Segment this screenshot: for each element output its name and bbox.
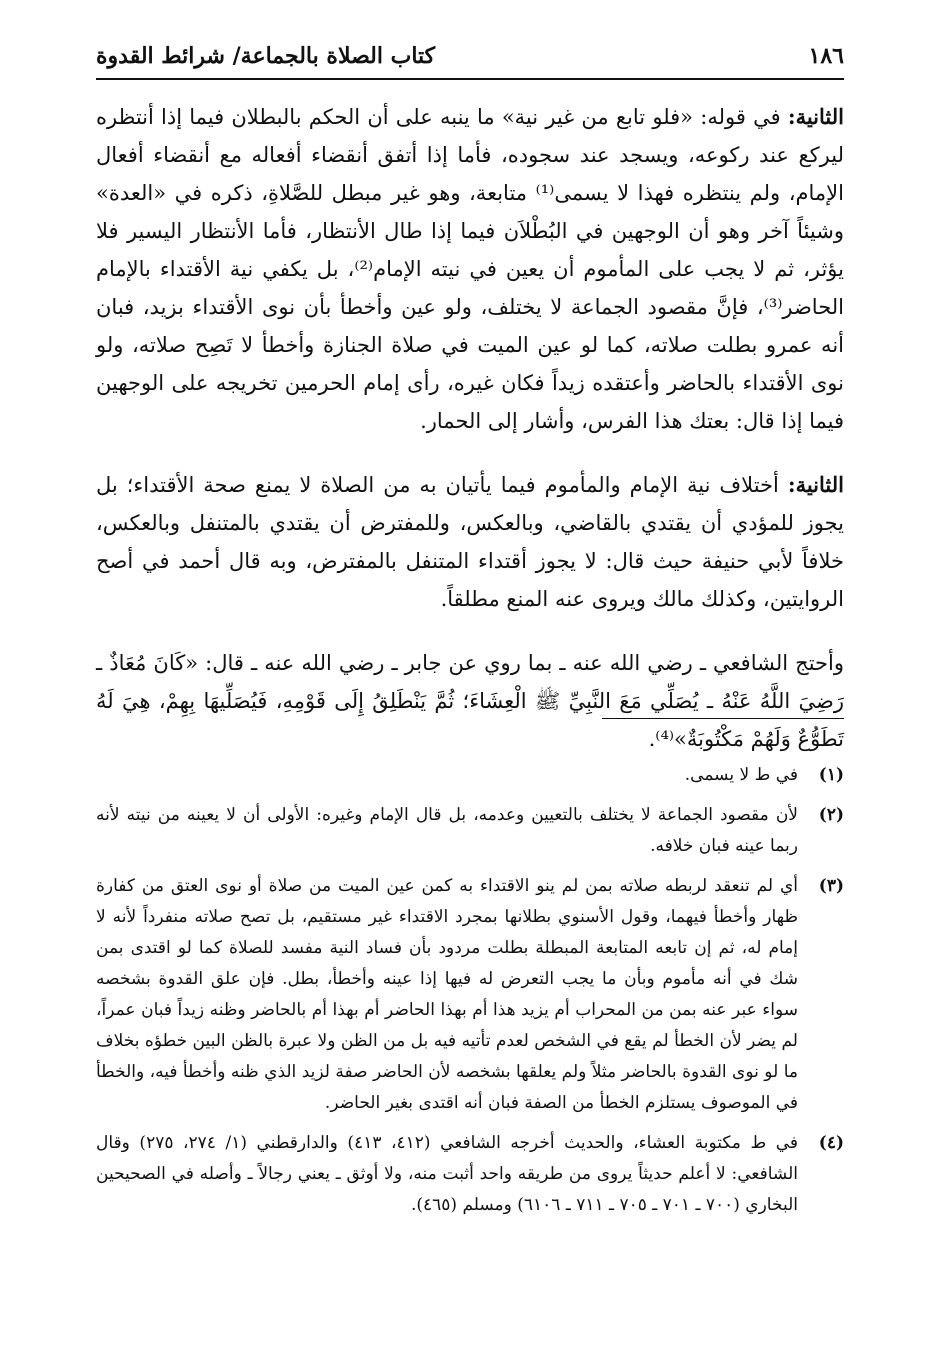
page-number: ١٨٦	[808, 43, 844, 69]
book-page	[96, 0, 844, 1350]
paragraph-lead: الثانية:	[787, 472, 844, 497]
header-rule	[96, 78, 844, 80]
footnote-rule	[602, 718, 844, 719]
footnote-number: (٣)	[818, 876, 844, 896]
footnote-3	[96, 871, 844, 1119]
footnote-1	[96, 760, 844, 791]
paragraph-1	[96, 98, 844, 440]
page-header	[96, 36, 844, 76]
footnote-text: لأن مقصود الجماعة لا يختلف بالتعيين وعدمه، بل قال الإمام وغيره: الأولى أن لا يعينه من نيته لأنه ربما عينه فبان خلافه.	[96, 805, 798, 856]
paragraph-2	[96, 466, 844, 618]
footnote-number: (٢)	[818, 805, 844, 825]
footnote-4	[96, 1128, 844, 1221]
footnote-2	[96, 800, 844, 862]
paragraph-text: أختلاف نية الإمام والمأموم فيما يأتيان به من الصلاة لا يمنع صحة الأقتداء؛ بل يجوز للمؤدي أن يقتدي بالقاضي، وبالعكس، وللمفترض أن يقتدي بالمتنفل وبالعكس، خلافاً لأبي حنيفة حيث قال: لا يجوز أقتداء المتنفل بالمفترض، وبه قال أحمد في أصح الروايتين، وكذلك مالك ويروى عنه المنع مطلقاً.	[96, 473, 844, 611]
footnote-number: (١)	[818, 765, 844, 785]
paragraph-lead: الثانية:	[787, 104, 844, 129]
footnote-text: أي لم تنعقد لربطه صلاته بمن لم ينو الاقتداء به كمن عين الميت من صلاة أو نوى العتق من كفارة ظهار وأخطأ فيهما، وقول الأسنوي بطلانها بمجرد الاقتداء غير مستقيم، بل تصح صلاته منفرداً لأنه لا إمام له، ثم إن تابعه المتابعة المبطلة بطلت مردود بأن فساد النية مفسد للصلاة كما لو اقتدى بمن شك في أنه مأموم وبأن ما يجب التعرض له فيها إذا عينه وأخطأ، بطل. فإن علق القدوة بشخصه سواء عبر عنه بمن من المحراب أم يزيد هذا أم بهذا الحاضر أم بهذا أم بالحاضر وظنه زيداً فبان عمراً، لم يضر لأن الخطأ لم يقع في الشخص لعدم تأتيه فيه بل من الظن ولا عبرة بالظن البين خطؤه بخلاف ما لو نوى القدوة بالحاضر مثلاً ولم يعلقها بشخصه لأن الحاضر صفة لزيد الذي ظنه وأخطأ فيه، والخطأ في الموصوف يستلزم الخطأ من الصفة فبان أنه اقتدى بغير الحاضر.	[96, 876, 798, 1113]
paragraph-3	[96, 644, 844, 758]
footnote-text: في ط لا يسمى.	[684, 765, 798, 785]
footnotes	[96, 760, 844, 1230]
footnote-text: في ط مكتوبة العشاء، والحديث أخرجه الشافعي (٤١٢، ٤١٣) والدارقطني (١/ ٢٧٤، ٢٧٥) وقال الشافعي: لا أعلم حديثاً يروى من طريقه واحد أثبت منه، ولا أوثق ـ يعني رجالاً ـ وأصله في الصحيحين البخاري (٧٠٠ ـ ٧٠١ ـ ٧٠٥ ـ ٧١١ ـ ٦١٠٦) ومسلم (٤٦٥).	[96, 1133, 799, 1215]
main-text	[96, 98, 844, 784]
running-title: كتاب الصلاة بالجماعة/ شرائط القدوة	[96, 43, 436, 69]
paragraph-text: وأحتج الشافعي ـ رضي الله عنه ـ بما روي عن جابر ـ رضي الله عنه ـ قال: «كَانَ مُعَاذٌ ـ رَضِيَ اللَّهُ عَنْهُ ـ يُصَلِّي مَعَ النَّبِيِّ ﷺ الْعِشَاءَ؛ ثُمَّ يَنْطَلِقُ إِلَى قَوْمِهِ، فَيُصَلِّيهَا بِهِمْ، هِيَ لَهُ تَطَوُّعٌ وَلَهُمْ مَكْتُوبَةٌ»⁽⁴⁾.	[96, 651, 844, 751]
footnote-number: (٤)	[818, 1133, 844, 1153]
paragraph-text: في قوله: «فلو تابع من غير نية» ما ينبه على أن الحكم بالبطلان فيما إذا أنتظره ليركع عند ركوعه، ويسجد عند سجوده، فأما إذا أتفق أنقضاء أفعاله مع أنقضاء أفعال الإمام، ولم ينتظره فهذا لا يسمى⁽¹⁾ متابعة، وهو غير مبطل للصَّلاةِ، ذكره في «العدة» وشيئاً آخر وهو أن الوجهين في البُطْلاَن فيما إذا طال الأنتظار، فأما الأنتظار اليسير فلا يؤثر، ثم لا يجب على المأموم أن يعين في نيته الإمام⁽²⁾، بل يكفي نية الأقتداء بالإمام الحاضر⁽³⁾، فإنَّ مقصود الجماعة لا يختلف، ولو عين وأخطأ بأن نوى الأقتداء بزيد، فبان أنه عمرو بطلت صلاته، كما لو عين الميت في صلاة الجنازة وأخطأ لا تَصِح صلاته، ولو نوى الأقتداء بالحاضر وأعتقده زيداً فكان غيره، رأى إمام الحرمين تخريجه على الوجهين فيما إذا قال: بعتك هذا الفرس، وأشار إلى الحمار.	[96, 105, 845, 433]
